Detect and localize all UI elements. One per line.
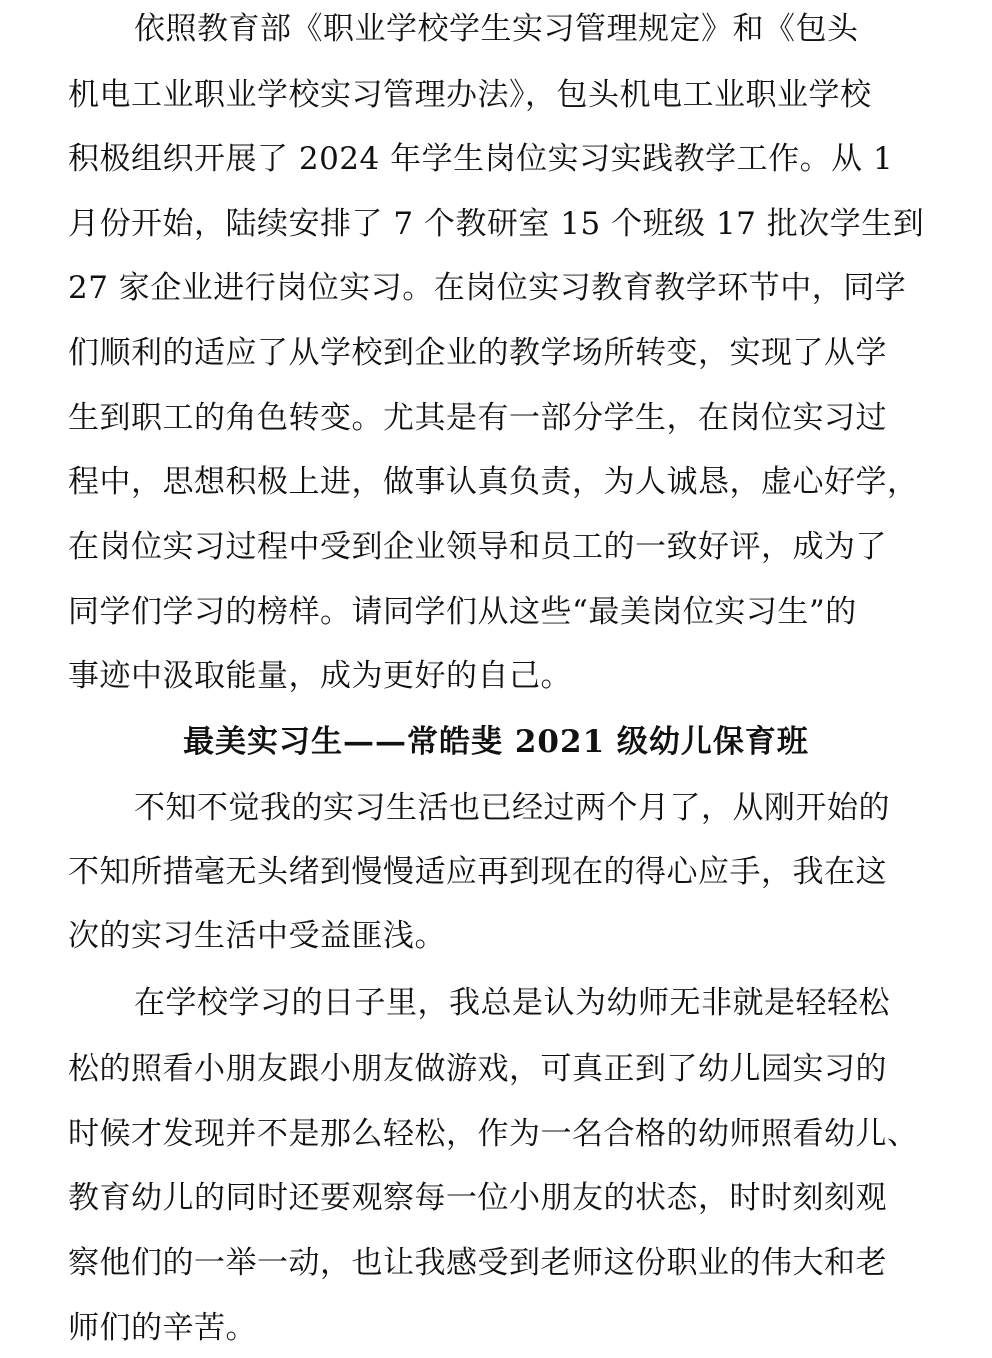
intro-line-3: 积极组织开展了 2024 年学生岗位实习实践教学工作。从 1 [68,141,894,177]
paragraph2-line-3: 时候才发现并不是那么轻松，作为一名合格的幼师照看幼儿、 [68,1116,919,1152]
intro-line-4: 月份开始，陆续安排了 7 个教研室 15 个班级 17 批次学生到 [68,206,925,242]
intro-line-1: 依照教育部《职业学校学生实习管理规定》和《包头 [134,11,859,47]
paragraph2-line-5: 察他们的一举一动，也让我感受到老师这份职业的伟大和老 [68,1245,887,1281]
paragraph2-line-6: 师们的辛苦。 [68,1310,257,1346]
paragraph1-line-1: 不知不觉我的实习生活也已经过两个月了，从刚开始的 [134,790,890,826]
intro-line-7: 生到职工的角色转变。尤其是有一部分学生，在岗位实习过 [68,400,887,436]
section-heading: 最美实习生——常皓斐 2021 级幼儿保育班 [183,724,809,760]
paragraph1-line-2: 不知所措毫无头绪到慢慢适应再到现在的得心应手，我在这 [68,854,887,890]
intro-line-10: 同学们学习的榜样。请同学们从这些“最美岗位实习生”的 [68,594,857,630]
intro-line-8: 程中，思想积极上进，做事认真负责，为人诚恳，虚心好学， [68,464,919,500]
intro-line-9: 在岗位实习过程中受到企业领导和员工的一致好评，成为了 [68,529,887,565]
intro-line-11: 事迹中汲取能量，成为更好的自己。 [68,658,572,694]
paragraph2-line-4: 教育幼儿的同时还要观察每一位小朋友的状态，时时刻刻观 [68,1180,887,1216]
paragraph2-line-1: 在学校学习的日子里，我总是认为幼师无非就是轻轻松 [134,985,890,1021]
intro-line-6: 们顺利的适应了从学校到企业的教学场所转变，实现了从学 [68,335,887,371]
intro-line-2: 机电工业职业学校实习管理办法》，包头机电工业职业学校 [68,77,872,113]
intro-line-5: 27 家企业进行岗位实习。在岗位实习教育教学环节中，同学 [68,270,907,306]
paragraph1-line-3: 次的实习生活中受益匪浅。 [68,918,446,954]
paragraph2-line-2: 松的照看小朋友跟小朋友做游戏，可真正到了幼儿园实习的 [68,1051,887,1087]
